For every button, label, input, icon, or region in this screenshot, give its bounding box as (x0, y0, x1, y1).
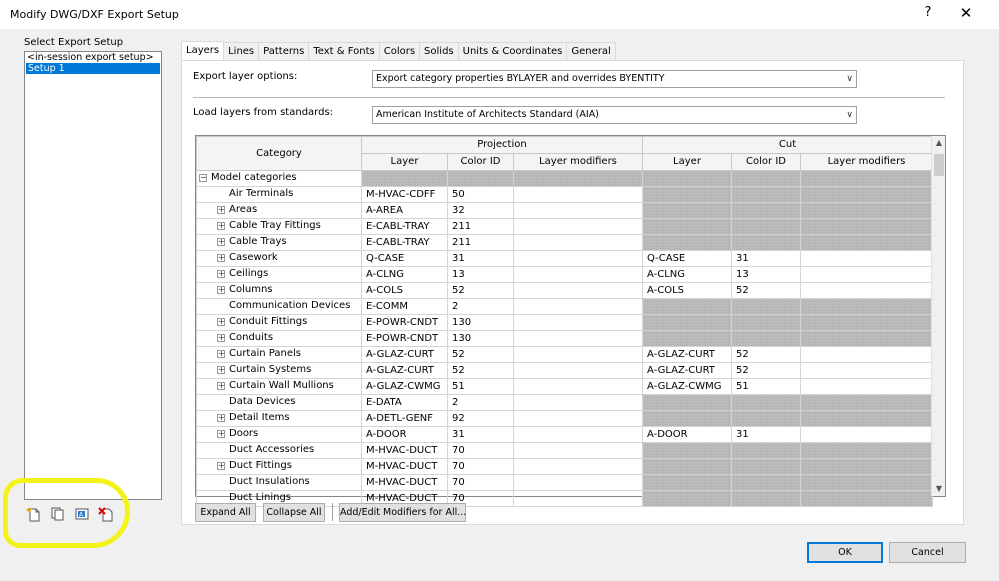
category-cell[interactable] (197, 379, 362, 395)
projection-modifiers-cell[interactable] (514, 235, 643, 251)
category-label: Curtain Panels (229, 348, 301, 359)
category-cell[interactable] (197, 267, 362, 283)
projection-layer-cell[interactable]: Q-CASE (362, 251, 448, 267)
header-projection: Projection (362, 137, 643, 154)
expand-icon[interactable]: + (218, 349, 225, 358)
expand-icon[interactable]: + (218, 317, 225, 326)
disabled-cell (643, 443, 732, 459)
separator (332, 503, 333, 521)
projection-layer-cell[interactable]: A-GLAZ-CWMG (362, 379, 448, 395)
category-label: Duct Fittings (229, 460, 292, 471)
projection-layer-cell[interactable]: A-DOOR (362, 427, 448, 443)
category-cell[interactable] (197, 219, 362, 235)
disabled-cell (732, 411, 801, 427)
projection-layer-cell[interactable]: M-HVAC-DUCT (362, 443, 448, 459)
projection-layer-cell[interactable]: M-HVAC-CDFF (362, 187, 448, 203)
category-cell[interactable] (197, 251, 362, 267)
disabled-cell (801, 235, 933, 251)
projection-layer-cell[interactable]: M-HVAC-DUCT (362, 475, 448, 491)
projection-modifiers-cell[interactable] (514, 395, 643, 411)
projection-layer-cell[interactable]: A-DETL-GENF (362, 411, 448, 427)
projection-color-id-cell[interactable]: 70 (448, 443, 514, 459)
disabled-cell (643, 171, 732, 187)
category-label: Duct Linings (229, 492, 291, 503)
disabled-cell (643, 475, 732, 491)
projection-layer-cell[interactable]: E-POWR-CNDT (362, 315, 448, 331)
projection-color-id-cell[interactable]: 31 (448, 251, 514, 267)
header-projection-layer[interactable]: Layer (362, 154, 448, 171)
disabled-cell (643, 219, 732, 235)
tab-general[interactable]: General (566, 42, 615, 60)
disabled-cell (643, 315, 732, 331)
header-category[interactable]: Category (197, 137, 362, 171)
disabled-cell (643, 331, 732, 347)
cut-color-id-cell[interactable]: 31 (732, 251, 801, 267)
disabled-cell (801, 315, 933, 331)
projection-color-id-cell[interactable]: 52 (448, 347, 514, 363)
projection-layer-cell[interactable]: M-HVAC-DUCT (362, 491, 448, 507)
category-cell[interactable] (197, 395, 362, 411)
projection-modifiers-cell[interactable] (514, 427, 643, 443)
setup-toolbar (26, 506, 114, 522)
cut-layer-cell[interactable]: Q-CASE (643, 251, 732, 267)
cut-layer-cell[interactable]: A-GLAZ-CURT (643, 347, 732, 363)
disabled-cell (732, 331, 801, 347)
projection-modifiers-cell[interactable] (514, 219, 643, 235)
projection-color-id-cell[interactable]: 31 (448, 427, 514, 443)
disabled-cell (801, 187, 933, 203)
help-button[interactable]: ? (924, 5, 932, 20)
tab-layers[interactable]: Layers (181, 41, 224, 60)
disabled-cell (643, 395, 732, 411)
cut-modifiers-cell[interactable] (801, 379, 933, 395)
delete-setup-icon[interactable] (98, 506, 114, 522)
load-layers-label: Load layers from standards: (193, 107, 334, 118)
header-projection-modifiers[interactable]: Layer modifiers (514, 154, 643, 171)
title-bar (0, 0, 999, 30)
category-cell[interactable] (197, 411, 362, 427)
projection-modifiers-cell[interactable] (514, 187, 643, 203)
category-cell[interactable] (197, 235, 362, 251)
window-title: Modify DWG/DXF Export Setup (10, 8, 179, 21)
expand-icon[interactable]: + (218, 381, 225, 390)
projection-color-id-cell[interactable]: 2 (448, 299, 514, 315)
category-label: Casework (229, 252, 278, 263)
projection-modifiers-cell[interactable] (514, 203, 643, 219)
disabled-cell (801, 171, 933, 187)
expand-icon[interactable]: + (218, 461, 225, 470)
tab-units-coordinates[interactable]: Units & Coordinates (458, 42, 568, 60)
projection-color-id-cell[interactable]: 52 (448, 363, 514, 379)
disabled-cell (643, 203, 732, 219)
projection-modifiers-cell[interactable] (514, 299, 643, 315)
category-label: Communication Devices (229, 300, 351, 311)
category-cell[interactable] (197, 347, 362, 363)
projection-color-id-cell[interactable]: 130 (448, 331, 514, 347)
scroll-thumb[interactable] (934, 154, 944, 176)
expand-icon[interactable]: + (218, 237, 225, 246)
header-cut-modifiers[interactable]: Layer modifiers (801, 154, 933, 171)
projection-modifiers-cell[interactable] (514, 443, 643, 459)
disabled-cell (732, 491, 801, 507)
projection-layer-cell[interactable]: A-CLNG (362, 267, 448, 283)
cut-color-id-cell[interactable]: 52 (732, 283, 801, 299)
disabled-cell (732, 235, 801, 251)
header-cut: Cut (643, 137, 933, 154)
duplicate-setup-icon[interactable] (50, 506, 66, 522)
table-row[interactable] (197, 475, 933, 491)
disabled-cell (801, 475, 933, 491)
cancel-button[interactable]: Cancel (889, 542, 966, 563)
category-cell[interactable] (197, 283, 362, 299)
cut-color-id-cell[interactable]: 52 (732, 363, 801, 379)
collapse-all-button[interactable]: Collapse All (263, 503, 325, 522)
table-row[interactable] (197, 427, 933, 443)
disabled-cell (732, 443, 801, 459)
setup-item-in-session[interactable]: <in-session export setup> (27, 52, 154, 63)
tab-solids[interactable]: Solids (419, 42, 459, 60)
projection-layer-cell[interactable]: A-GLAZ-CURT (362, 347, 448, 363)
disabled-cell (801, 219, 933, 235)
projection-modifiers-cell[interactable] (514, 267, 643, 283)
category-label: Doors (229, 428, 259, 439)
projection-layer-cell[interactable]: E-DATA (362, 395, 448, 411)
header-cut-layer[interactable]: Layer (643, 154, 732, 171)
table-row[interactable] (197, 443, 933, 459)
projection-modifiers-cell[interactable] (514, 459, 643, 475)
cut-modifiers-cell[interactable] (801, 347, 933, 363)
load-layers-value: American Institute of Architects Standard (AIA) (376, 109, 599, 120)
category-cell[interactable] (197, 187, 362, 203)
ok-button[interactable]: OK (807, 542, 883, 563)
projection-layer-cell[interactable]: E-POWR-CNDT (362, 331, 448, 347)
disabled-cell (643, 411, 732, 427)
category-cell[interactable] (197, 299, 362, 315)
table-row[interactable] (197, 219, 933, 235)
table-row[interactable] (197, 283, 933, 299)
projection-modifiers-cell[interactable] (514, 379, 643, 395)
table-row-model-categories[interactable] (197, 171, 933, 187)
cut-color-id-cell[interactable]: 52 (732, 347, 801, 363)
expand-icon[interactable]: + (218, 269, 225, 278)
disabled-cell (801, 331, 933, 347)
projection-modifiers-cell[interactable] (514, 251, 643, 267)
cut-color-id-cell[interactable]: 13 (732, 267, 801, 283)
rename-setup-icon[interactable] (74, 506, 90, 522)
disabled-cell (448, 171, 514, 187)
projection-modifiers-cell[interactable] (514, 331, 643, 347)
table-row[interactable] (197, 299, 933, 315)
disabled-cell (801, 411, 933, 427)
table-row[interactable] (197, 235, 933, 251)
category-label: Conduits (229, 332, 274, 343)
expand-icon[interactable]: + (218, 413, 225, 422)
category-cell[interactable] (197, 315, 362, 331)
projection-modifiers-cell[interactable] (514, 411, 643, 427)
cut-layer-cell[interactable]: A-CLNG (643, 267, 732, 283)
table-row[interactable] (197, 459, 933, 475)
disabled-cell (732, 187, 801, 203)
expand-icon[interactable]: + (218, 333, 225, 342)
projection-color-id-cell[interactable]: 51 (448, 379, 514, 395)
projection-color-id-cell[interactable]: 70 (448, 491, 514, 507)
cut-modifiers-cell[interactable] (801, 267, 933, 283)
disabled-cell (732, 315, 801, 331)
disabled-cell (643, 299, 732, 315)
category-label: Model categories (211, 172, 297, 183)
table-row[interactable] (197, 395, 933, 411)
add-edit-modifiers-button[interactable]: Add/Edit Modifiers for All... (339, 503, 466, 522)
cut-modifiers-cell[interactable] (801, 363, 933, 379)
cut-color-id-cell[interactable]: 31 (732, 427, 801, 443)
disabled-cell (732, 299, 801, 315)
expand-icon[interactable]: + (218, 205, 225, 214)
disabled-cell (643, 491, 732, 507)
disabled-cell (801, 395, 933, 411)
projection-modifiers-cell[interactable] (514, 491, 643, 507)
category-cell[interactable] (197, 331, 362, 347)
disabled-cell (801, 203, 933, 219)
projection-layer-cell[interactable]: E-CABL-TRAY (362, 219, 448, 235)
projection-color-id-cell[interactable]: 70 (448, 475, 514, 491)
cut-layer-cell[interactable]: A-DOOR (643, 427, 732, 443)
collapse-icon[interactable]: − (200, 173, 207, 182)
category-label: Curtain Wall Mullions (229, 380, 334, 391)
export-layer-options-label: Export layer options: (193, 71, 298, 82)
disabled-cell (732, 395, 801, 411)
projection-layer-cell[interactable]: E-CABL-TRAY (362, 235, 448, 251)
setup-item-setup-1[interactable]: Setup 1 (26, 63, 160, 74)
projection-color-id-cell[interactable]: 50 (448, 187, 514, 203)
category-label: Ceilings (229, 268, 269, 279)
disabled-cell (801, 491, 933, 507)
scroll-down-icon[interactable]: ▼ (935, 484, 943, 493)
projection-color-id-cell[interactable]: 130 (448, 315, 514, 331)
table-row[interactable] (197, 347, 933, 363)
tab-text-fonts[interactable]: Text & Fonts (308, 42, 379, 60)
disabled-cell (643, 235, 732, 251)
cut-modifiers-cell[interactable] (801, 251, 933, 267)
cut-layer-cell[interactable]: A-GLAZ-CWMG (643, 379, 732, 395)
category-cell[interactable] (197, 443, 362, 459)
chevron-down-icon: ∨ (846, 110, 853, 120)
projection-layer-cell[interactable]: A-AREA (362, 203, 448, 219)
layers-grid[interactable] (195, 135, 946, 504)
export-layer-options-value: Export category properties BYLAYER and overrides BYENTITY (376, 73, 665, 84)
category-cell[interactable] (197, 171, 362, 187)
tab-strip (181, 42, 615, 60)
projection-color-id-cell[interactable]: 211 (448, 235, 514, 251)
category-label: Duct Insulations (229, 476, 310, 487)
disabled-cell (732, 203, 801, 219)
disabled-cell (732, 219, 801, 235)
projection-color-id-cell[interactable]: 52 (448, 283, 514, 299)
category-cell[interactable] (197, 459, 362, 475)
projection-modifiers-cell[interactable] (514, 475, 643, 491)
expand-icon[interactable]: + (218, 365, 225, 374)
header-cut-color-id[interactable]: Color ID (732, 154, 801, 171)
category-cell[interactable] (197, 203, 362, 219)
projection-layer-cell[interactable]: M-HVAC-DUCT (362, 459, 448, 475)
table-row[interactable] (197, 251, 933, 267)
cut-layer-cell[interactable]: A-GLAZ-CURT (643, 363, 732, 379)
cut-modifiers-cell[interactable] (801, 427, 933, 443)
scroll-up-icon[interactable]: ▲ (935, 138, 943, 147)
disabled-cell (732, 459, 801, 475)
projection-layer-cell[interactable]: A-GLAZ-CURT (362, 363, 448, 379)
new-setup-icon[interactable] (26, 506, 42, 522)
expand-icon[interactable]: + (218, 221, 225, 230)
category-label: Detail Items (229, 412, 290, 423)
expand-icon[interactable]: + (218, 429, 225, 438)
tab-patterns[interactable]: Patterns (258, 42, 309, 60)
tab-colors[interactable]: Colors (379, 42, 420, 60)
disabled-cell (801, 459, 933, 475)
table-row[interactable] (197, 379, 933, 395)
cut-layer-cell[interactable]: A-COLS (643, 283, 732, 299)
category-label: Areas (229, 204, 258, 215)
select-export-setup-label: Select Export Setup (24, 37, 124, 48)
disabled-cell (643, 459, 732, 475)
table-row[interactable] (197, 331, 933, 347)
category-cell[interactable] (197, 475, 362, 491)
disabled-cell (801, 443, 933, 459)
disabled-cell (732, 171, 801, 187)
projection-modifiers-cell[interactable] (514, 283, 643, 299)
table-row[interactable] (197, 411, 933, 427)
cut-modifiers-cell[interactable] (801, 283, 933, 299)
export-layer-options-select[interactable] (372, 70, 857, 88)
category-label: Columns (229, 284, 273, 295)
export-setup-list[interactable] (24, 51, 162, 500)
projection-layer-cell[interactable]: E-COMM (362, 299, 448, 315)
category-label: Air Terminals (229, 188, 294, 199)
category-label: Cable Trays (229, 236, 287, 247)
chevron-down-icon: ∨ (846, 74, 853, 84)
disabled-cell (801, 299, 933, 315)
table-row[interactable] (197, 267, 933, 283)
category-label: Duct Accessories (229, 444, 315, 455)
disabled-cell (514, 171, 643, 187)
category-label: Data Devices (229, 396, 296, 407)
projection-color-id-cell[interactable]: 13 (448, 267, 514, 283)
table-row[interactable] (197, 187, 933, 203)
load-layers-select[interactable] (372, 106, 857, 124)
category-label: Curtain Systems (229, 364, 312, 375)
category-label: Cable Tray Fittings (229, 220, 321, 231)
disabled-cell (732, 475, 801, 491)
expand-icon[interactable]: + (218, 253, 225, 262)
projection-modifiers-cell[interactable] (514, 347, 643, 363)
projection-modifiers-cell[interactable] (514, 315, 643, 331)
svg-text:A: A (79, 511, 84, 519)
projection-color-id-cell[interactable]: 70 (448, 459, 514, 475)
expand-all-button[interactable]: Expand All (195, 503, 256, 522)
disabled-cell (643, 187, 732, 203)
category-cell[interactable] (197, 427, 362, 443)
projection-color-id-cell[interactable]: 92 (448, 411, 514, 427)
projection-color-id-cell[interactable]: 32 (448, 203, 514, 219)
category-cell[interactable] (197, 363, 362, 379)
category-label: Conduit Fittings (229, 316, 308, 327)
table-row[interactable] (197, 363, 933, 379)
header-projection-color-id[interactable]: Color ID (448, 154, 514, 171)
projection-modifiers-cell[interactable] (514, 363, 643, 379)
table-row[interactable] (197, 315, 933, 331)
expand-icon[interactable]: + (218, 285, 225, 294)
cut-color-id-cell[interactable]: 51 (732, 379, 801, 395)
projection-color-id-cell[interactable]: 2 (448, 395, 514, 411)
separator (193, 97, 945, 98)
vertical-scrollbar[interactable] (931, 136, 945, 496)
table-row[interactable] (197, 203, 933, 219)
projection-color-id-cell[interactable]: 211 (448, 219, 514, 235)
tab-lines[interactable]: Lines (223, 42, 259, 60)
projection-layer-cell[interactable]: A-COLS (362, 283, 448, 299)
disabled-cell (362, 171, 448, 187)
close-button[interactable]: ✕ (959, 4, 973, 22)
